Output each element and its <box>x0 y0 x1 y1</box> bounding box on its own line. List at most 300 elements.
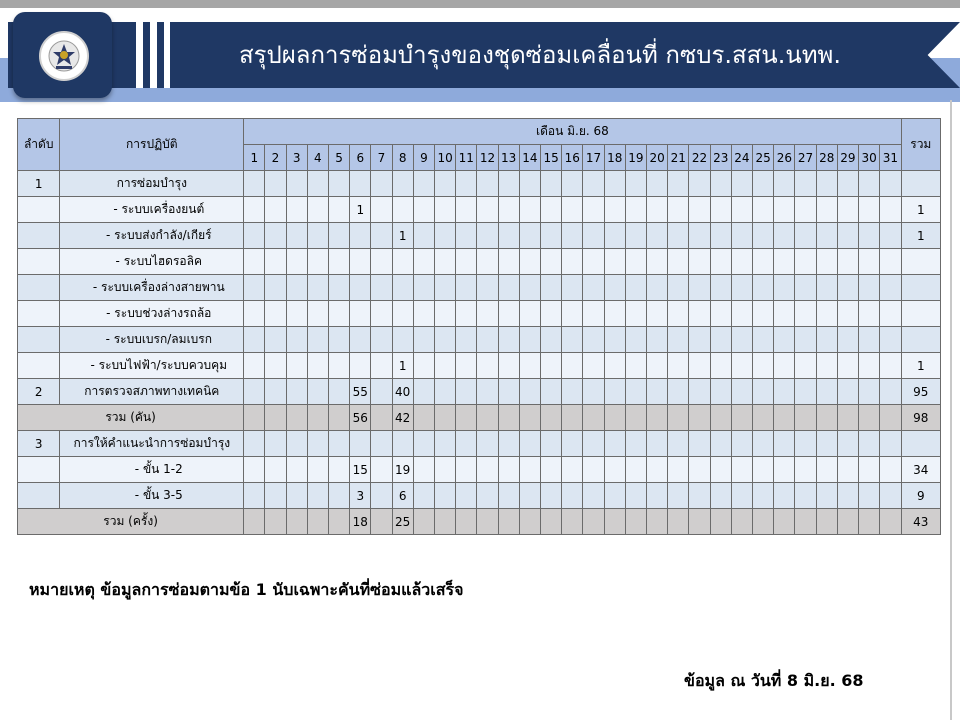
table-row <box>18 171 941 197</box>
summary-table <box>17 118 941 535</box>
day-cell: 55 <box>350 379 371 405</box>
day-cell <box>583 301 604 327</box>
row-label: - ระบบไฟฟ้า/ระบบควบคุม <box>60 353 244 379</box>
row-total: 95 <box>901 379 940 405</box>
day-cell <box>710 353 731 379</box>
day-cell <box>434 509 455 535</box>
day-cell <box>286 171 307 197</box>
day-cell <box>774 457 795 483</box>
day-cell <box>413 301 434 327</box>
day-cell <box>434 223 455 249</box>
day-header-cell: 24 <box>731 145 752 171</box>
day-cell <box>413 197 434 223</box>
day-cell <box>625 301 646 327</box>
day-cell <box>710 171 731 197</box>
day-cell: 1 <box>392 223 413 249</box>
day-cell <box>456 379 477 405</box>
day-header-cell: 12 <box>477 145 498 171</box>
day-cell <box>731 405 752 431</box>
day-cell <box>244 171 265 197</box>
day-cell <box>244 509 265 535</box>
day-cell <box>350 327 371 353</box>
day-cell <box>859 197 880 223</box>
day-cell <box>456 197 477 223</box>
day-cell <box>307 197 328 223</box>
day-cell <box>774 223 795 249</box>
day-cell <box>647 457 668 483</box>
day-cell <box>731 249 752 275</box>
table-row <box>18 379 941 405</box>
day-cell <box>689 275 710 301</box>
day-cell <box>456 327 477 353</box>
right-divider <box>950 100 952 720</box>
day-cell <box>859 301 880 327</box>
table-row <box>18 301 941 327</box>
day-cell <box>413 457 434 483</box>
day-cell <box>307 223 328 249</box>
day-cell <box>498 483 519 509</box>
day-cell <box>731 275 752 301</box>
day-cell <box>519 353 540 379</box>
day-cell <box>795 405 816 431</box>
day-cell <box>837 197 858 223</box>
day-cell <box>604 327 625 353</box>
day-cell <box>647 197 668 223</box>
top-strip <box>0 0 960 8</box>
day-cell <box>647 275 668 301</box>
day-cell <box>816 249 837 275</box>
row-total: 98 <box>901 405 940 431</box>
row-label: การตรวจสภาพทางเทคนิค <box>60 379 244 405</box>
day-header-cell: 26 <box>774 145 795 171</box>
day-cell <box>837 353 858 379</box>
col-month-header: เดือน มิ.ย. 68 <box>244 119 901 145</box>
day-cell <box>328 379 349 405</box>
day-cell <box>816 509 837 535</box>
day-cell <box>413 223 434 249</box>
day-cell <box>795 249 816 275</box>
row-label: - ระบบเครื่องล่างสายพาน <box>60 275 244 301</box>
row-label: - ระบบเบรก/ลมเบรก <box>60 327 244 353</box>
day-cell <box>604 249 625 275</box>
day-cell <box>731 457 752 483</box>
day-cell <box>753 483 774 509</box>
day-cell <box>498 301 519 327</box>
day-header-cell: 17 <box>583 145 604 171</box>
day-cell <box>286 223 307 249</box>
day-header-cell: 6 <box>350 145 371 171</box>
day-cell <box>774 327 795 353</box>
day-cell <box>837 327 858 353</box>
row-number: 2 <box>18 379 60 405</box>
day-cell <box>625 171 646 197</box>
day-cell <box>328 171 349 197</box>
day-cell <box>668 483 689 509</box>
day-cell <box>710 249 731 275</box>
day-cell <box>541 197 562 223</box>
day-header-cell: 11 <box>456 145 477 171</box>
day-cell <box>456 249 477 275</box>
day-cell <box>880 327 901 353</box>
day-cell <box>244 197 265 223</box>
table-row <box>18 197 941 223</box>
day-cell <box>774 405 795 431</box>
row-label: - ระบบไฮดรอลิค <box>60 249 244 275</box>
day-cell <box>816 171 837 197</box>
col-activity-header: การปฏิบัติ <box>60 119 244 171</box>
day-cell <box>880 171 901 197</box>
day-header-cell: 16 <box>562 145 583 171</box>
day-cell <box>456 275 477 301</box>
day-cell <box>350 353 371 379</box>
row-total: 1 <box>901 353 940 379</box>
row-number: 3 <box>18 431 60 457</box>
day-cell: 25 <box>392 509 413 535</box>
day-cell <box>519 483 540 509</box>
table-header-row <box>18 119 941 145</box>
day-cell <box>286 301 307 327</box>
day-cell <box>244 249 265 275</box>
day-cell <box>795 457 816 483</box>
data-as-of: ข้อมูล ณ วันที่ 8 มิ.ย. 68 <box>684 671 864 690</box>
day-cell <box>816 353 837 379</box>
day-cell <box>498 353 519 379</box>
day-cell <box>392 301 413 327</box>
day-cell <box>498 509 519 535</box>
day-cell <box>413 405 434 431</box>
day-cell <box>477 431 498 457</box>
day-cell <box>604 509 625 535</box>
day-cell <box>859 379 880 405</box>
day-header-cell: 14 <box>519 145 540 171</box>
day-cell <box>244 275 265 301</box>
day-cell <box>350 275 371 301</box>
day-cell <box>795 275 816 301</box>
day-cell <box>668 197 689 223</box>
day-cell <box>265 483 286 509</box>
day-cell <box>880 509 901 535</box>
day-cell: 3 <box>350 483 371 509</box>
day-cell <box>519 301 540 327</box>
day-cell <box>562 171 583 197</box>
day-header-cell: 19 <box>625 145 646 171</box>
day-cell <box>859 353 880 379</box>
day-cell <box>541 223 562 249</box>
day-cell <box>244 431 265 457</box>
day-cell <box>541 275 562 301</box>
day-cell <box>837 457 858 483</box>
day-cell <box>795 431 816 457</box>
day-cell <box>859 275 880 301</box>
day-cell <box>731 483 752 509</box>
day-cell <box>477 249 498 275</box>
day-cell: 15 <box>350 457 371 483</box>
day-cell <box>795 353 816 379</box>
day-cell <box>753 457 774 483</box>
day-cell <box>816 197 837 223</box>
day-cell <box>689 301 710 327</box>
day-cell <box>753 301 774 327</box>
day-cell <box>647 301 668 327</box>
day-cell <box>519 431 540 457</box>
day-cell <box>519 405 540 431</box>
day-cell <box>456 353 477 379</box>
day-cell <box>371 223 392 249</box>
day-cell <box>328 431 349 457</box>
day-cell <box>328 223 349 249</box>
day-cell <box>689 249 710 275</box>
row-label: การให้คำแนะนำการซ่อมบำรุง <box>60 431 244 457</box>
day-cell <box>647 249 668 275</box>
day-cell <box>244 457 265 483</box>
day-cell <box>774 275 795 301</box>
day-cell <box>583 223 604 249</box>
day-cell <box>477 405 498 431</box>
row-total <box>901 327 940 353</box>
day-cell <box>604 301 625 327</box>
day-cell <box>668 431 689 457</box>
day-cell <box>307 275 328 301</box>
day-cell <box>710 223 731 249</box>
day-cell <box>265 171 286 197</box>
day-cell <box>434 353 455 379</box>
day-cell <box>710 405 731 431</box>
day-cell <box>371 353 392 379</box>
day-cell <box>583 431 604 457</box>
day-cell <box>498 431 519 457</box>
day-cell <box>477 353 498 379</box>
day-cell <box>350 431 371 457</box>
day-cell <box>837 171 858 197</box>
day-cell <box>859 509 880 535</box>
day-cell <box>265 405 286 431</box>
day-cell <box>519 197 540 223</box>
day-cell <box>710 457 731 483</box>
day-cell <box>859 171 880 197</box>
day-cell <box>371 457 392 483</box>
day-cell <box>689 431 710 457</box>
day-cell <box>519 379 540 405</box>
day-cell <box>434 483 455 509</box>
day-cell <box>689 483 710 509</box>
day-cell <box>413 249 434 275</box>
day-cell <box>498 405 519 431</box>
page-title: สรุปผลการซ่อมบำรุงของชุดซ่อมเคลื่อนที่ กซบร.สสน.นทพ. <box>238 41 842 69</box>
day-cell <box>307 327 328 353</box>
day-cell <box>519 249 540 275</box>
table-row <box>18 223 941 249</box>
row-total <box>901 431 940 457</box>
day-cell: 40 <box>392 379 413 405</box>
day-cell <box>328 327 349 353</box>
day-cell <box>519 327 540 353</box>
day-cell <box>689 457 710 483</box>
day-cell <box>541 171 562 197</box>
day-cell <box>753 431 774 457</box>
table-row <box>18 509 941 535</box>
row-number <box>18 353 60 379</box>
day-cell <box>434 301 455 327</box>
day-cell <box>689 327 710 353</box>
day-cell <box>859 327 880 353</box>
day-cell <box>477 223 498 249</box>
day-header-cell: 28 <box>816 145 837 171</box>
row-label: - ขั้น 1-2 <box>60 457 244 483</box>
row-total: 1 <box>901 223 940 249</box>
day-cell <box>477 301 498 327</box>
day-cell <box>413 483 434 509</box>
day-cell <box>371 301 392 327</box>
day-cell <box>350 171 371 197</box>
day-cell <box>392 275 413 301</box>
row-label: - ขั้น 3-5 <box>60 483 244 509</box>
day-cell <box>816 327 837 353</box>
emblem-icon <box>39 31 89 81</box>
day-cell <box>456 509 477 535</box>
day-cell <box>625 197 646 223</box>
day-cell <box>625 405 646 431</box>
day-cell <box>286 379 307 405</box>
day-cell <box>837 275 858 301</box>
day-cell <box>668 457 689 483</box>
row-total: 1 <box>901 197 940 223</box>
day-cell <box>392 197 413 223</box>
day-cell <box>583 405 604 431</box>
day-cell <box>286 197 307 223</box>
day-cell <box>413 379 434 405</box>
col-order-header: ลำดับ <box>18 119 60 171</box>
day-cell <box>265 353 286 379</box>
day-cell <box>710 431 731 457</box>
day-cell <box>541 379 562 405</box>
day-cell: 1 <box>392 353 413 379</box>
day-cell <box>731 353 752 379</box>
day-cell <box>668 223 689 249</box>
day-cell <box>689 353 710 379</box>
day-cell <box>477 171 498 197</box>
day-cell <box>519 171 540 197</box>
day-cell <box>647 405 668 431</box>
day-cell <box>753 275 774 301</box>
row-number <box>18 327 60 353</box>
day-cell <box>604 197 625 223</box>
day-cell <box>668 327 689 353</box>
day-cell <box>816 223 837 249</box>
day-cell <box>880 197 901 223</box>
row-total <box>901 171 940 197</box>
row-number <box>18 197 60 223</box>
day-cell <box>413 171 434 197</box>
day-cell <box>265 431 286 457</box>
day-header-cell: 2 <box>265 145 286 171</box>
row-total <box>901 275 940 301</box>
day-cell <box>286 405 307 431</box>
day-cell <box>583 197 604 223</box>
day-cell <box>307 301 328 327</box>
day-cell <box>816 431 837 457</box>
day-cell <box>795 223 816 249</box>
day-cell <box>647 171 668 197</box>
day-cell <box>880 405 901 431</box>
table-row <box>18 431 941 457</box>
day-cell <box>774 301 795 327</box>
day-cell <box>541 483 562 509</box>
day-cell <box>392 171 413 197</box>
day-cell <box>265 379 286 405</box>
day-cell <box>880 483 901 509</box>
day-cell <box>286 275 307 301</box>
day-cell <box>392 327 413 353</box>
day-cell <box>625 483 646 509</box>
row-label: การซ่อมบำรุง <box>60 171 244 197</box>
day-cell <box>837 223 858 249</box>
day-cell <box>880 301 901 327</box>
day-header-cell: 31 <box>880 145 901 171</box>
day-cell <box>562 431 583 457</box>
day-cell <box>689 405 710 431</box>
day-cell <box>328 249 349 275</box>
day-cell <box>625 249 646 275</box>
day-cell: 18 <box>350 509 371 535</box>
day-cell <box>710 483 731 509</box>
day-cell <box>244 379 265 405</box>
day-cell <box>562 379 583 405</box>
row-label: - ระบบเครื่องยนต์ <box>60 197 244 223</box>
day-cell <box>519 509 540 535</box>
day-cell <box>328 405 349 431</box>
day-cell <box>816 275 837 301</box>
day-cell <box>498 171 519 197</box>
day-cell <box>731 223 752 249</box>
day-cell <box>541 431 562 457</box>
day-cell <box>710 379 731 405</box>
day-cell <box>816 379 837 405</box>
day-cell <box>604 405 625 431</box>
header-stripe <box>150 22 157 88</box>
day-cell <box>647 431 668 457</box>
day-cell <box>371 197 392 223</box>
row-number <box>18 223 60 249</box>
day-cell <box>795 379 816 405</box>
day-cell <box>307 249 328 275</box>
day-cell <box>604 223 625 249</box>
day-cell <box>583 457 604 483</box>
day-cell <box>625 457 646 483</box>
day-cell <box>583 275 604 301</box>
day-cell <box>456 431 477 457</box>
day-cell <box>689 379 710 405</box>
day-header-cell: 30 <box>859 145 880 171</box>
day-cell <box>434 197 455 223</box>
day-cell <box>307 483 328 509</box>
day-header-cell: 5 <box>328 145 349 171</box>
day-cell <box>328 509 349 535</box>
logo-box <box>13 12 112 98</box>
day-header-cell: 25 <box>753 145 774 171</box>
day-cell <box>328 301 349 327</box>
day-cell <box>774 431 795 457</box>
day-cell <box>541 249 562 275</box>
day-header-cell: 23 <box>710 145 731 171</box>
day-cell <box>710 301 731 327</box>
day-cell <box>774 483 795 509</box>
row-label: - ระบบส่งกำลัง/เกียร์ <box>60 223 244 249</box>
day-cell <box>541 353 562 379</box>
day-cell <box>625 379 646 405</box>
day-cell <box>498 327 519 353</box>
day-cell <box>859 249 880 275</box>
day-cell <box>498 379 519 405</box>
